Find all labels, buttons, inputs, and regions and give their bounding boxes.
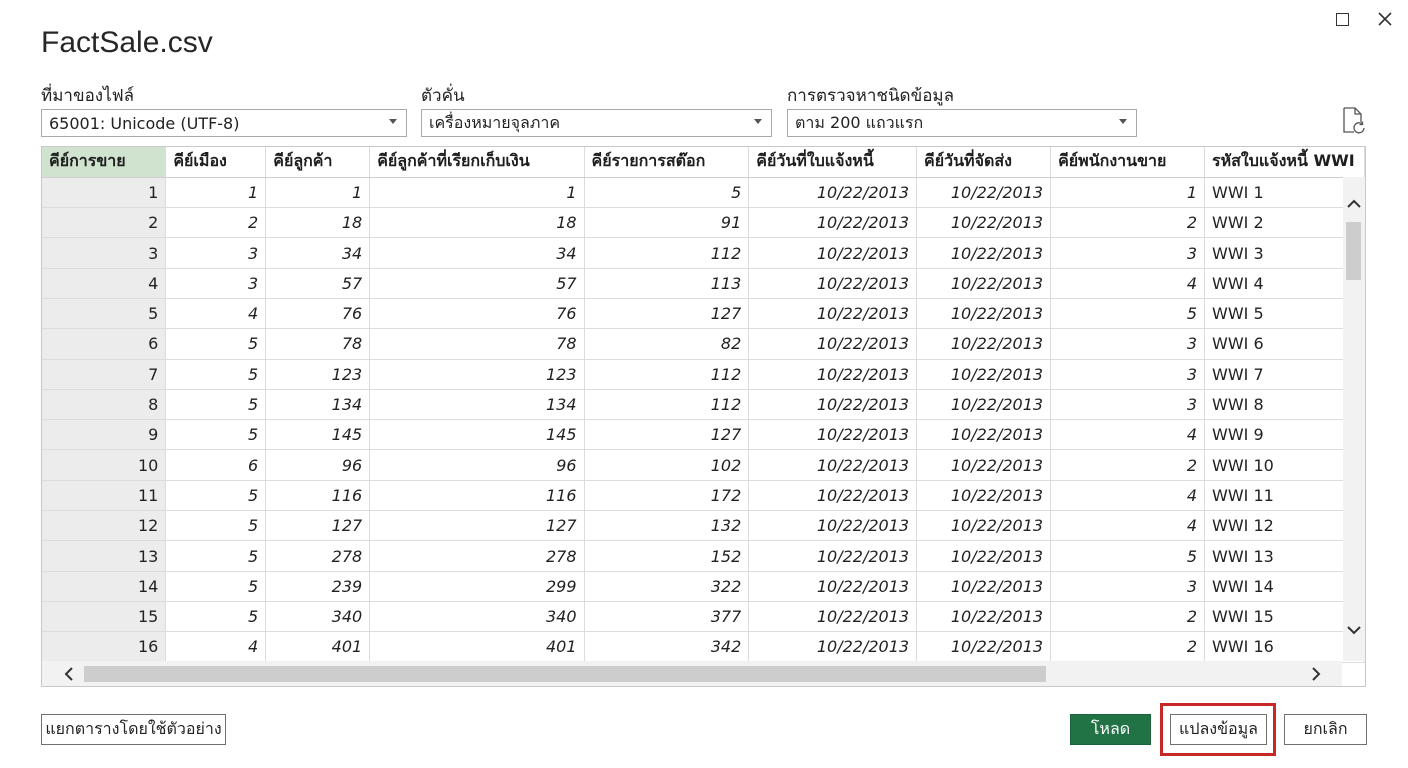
table-cell: 322 (584, 571, 749, 601)
table-cell: 10/22/2013 (749, 480, 917, 510)
table-cell: 10/22/2013 (749, 208, 917, 238)
table-row (42, 632, 1365, 662)
table-cell: 10/22/2013 (749, 238, 917, 268)
table-cell: 3 (1051, 238, 1205, 268)
chevron-up-icon[interactable] (1345, 195, 1363, 213)
table-cell: 127 (584, 298, 749, 328)
table-cell: 10/22/2013 (917, 601, 1051, 631)
table-cell: 10/22/2013 (917, 541, 1051, 571)
table-cell: 4 (1051, 420, 1205, 450)
close-button[interactable] (1372, 6, 1398, 32)
table-cell: 10/22/2013 (917, 420, 1051, 450)
table-cell: 278 (266, 541, 370, 571)
maximize-icon (1336, 13, 1349, 26)
table-cell: 10/22/2013 (749, 268, 917, 298)
table-cell: 5 (42, 298, 166, 328)
table-cell: 5 (1051, 298, 1205, 328)
table-row (42, 268, 1365, 298)
data-preview-grid[interactable] (41, 146, 1366, 687)
table-cell: 5 (166, 571, 266, 601)
table-cell: 4 (166, 298, 266, 328)
chevron-left-icon[interactable] (60, 665, 78, 683)
delimiter-select[interactable] (421, 109, 772, 137)
table-cell: 2 (1051, 632, 1205, 662)
table-row (42, 450, 1365, 480)
table-cell: 78 (370, 329, 584, 359)
table-cell: 10/22/2013 (917, 298, 1051, 328)
table-cell: 10/22/2013 (917, 359, 1051, 389)
table-cell: 9 (42, 420, 166, 450)
table-cell: 6 (166, 450, 266, 480)
chevron-down-icon (754, 119, 762, 124)
table-cell: 10/22/2013 (749, 541, 917, 571)
table-cell: 152 (584, 541, 749, 571)
table-cell: 18 (370, 208, 584, 238)
table-cell: WWI 1 (1205, 177, 1365, 207)
table-cell: WWI 11 (1205, 480, 1365, 510)
table-cell: 116 (370, 480, 584, 510)
table-cell: WWI 4 (1205, 268, 1365, 298)
table-cell: 239 (266, 571, 370, 601)
table-cell: 57 (370, 268, 584, 298)
table-cell: 2 (1051, 601, 1205, 631)
table-cell: 3 (166, 268, 266, 298)
table-cell: 3 (42, 238, 166, 268)
table-cell: 5 (166, 420, 266, 450)
table-cell: 76 (266, 298, 370, 328)
chevron-right-icon[interactable] (1307, 665, 1325, 683)
table-cell: 10/22/2013 (749, 571, 917, 601)
table-cell: 127 (370, 511, 584, 541)
table-cell: WWI 12 (1205, 511, 1365, 541)
dialog-title: FactSale.csv (41, 26, 213, 59)
table-row (42, 359, 1365, 389)
table-cell: 5 (166, 601, 266, 631)
table-row (42, 389, 1365, 419)
table-cell: 10/22/2013 (749, 511, 917, 541)
table-cell: 342 (584, 632, 749, 662)
table-cell: 2 (1051, 208, 1205, 238)
table-cell: WWI 3 (1205, 238, 1365, 268)
table-row (42, 420, 1365, 450)
table-row (42, 541, 1365, 571)
table-cell: 10/22/2013 (917, 480, 1051, 510)
table-cell: 96 (370, 450, 584, 480)
table-cell: WWI 16 (1205, 632, 1365, 662)
table-row (42, 571, 1365, 601)
table-row (42, 177, 1365, 207)
column-header[interactable]: คีย์วันที่จัดส่ง (917, 147, 1051, 177)
table-cell: WWI 7 (1205, 359, 1365, 389)
table-cell: WWI 2 (1205, 208, 1365, 238)
table-cell: 134 (370, 389, 584, 419)
table-cell: 112 (584, 238, 749, 268)
file-origin-select[interactable] (41, 109, 407, 137)
table-cell: 15 (42, 601, 166, 631)
table-row (42, 238, 1365, 268)
close-icon (1378, 12, 1392, 26)
horizontal-scrollbar[interactable] (42, 661, 1342, 686)
table-cell: 113 (584, 268, 749, 298)
table-cell: 1 (166, 177, 266, 207)
table-cell: 4 (42, 268, 166, 298)
table-cell: 10/22/2013 (749, 450, 917, 480)
data-table (42, 147, 1365, 663)
column-header[interactable]: รหัสใบแจ้งหนี้ WWI (1205, 147, 1365, 177)
table-cell: 10/22/2013 (917, 268, 1051, 298)
table-cell: 145 (370, 420, 584, 450)
table-cell: 34 (370, 238, 584, 268)
table-cell: WWI 10 (1205, 450, 1365, 480)
table-cell: 4 (1051, 268, 1205, 298)
cancel-button[interactable]: ยกเลิก (1284, 714, 1367, 745)
chevron-down-icon (1119, 119, 1127, 124)
table-cell: 10/22/2013 (917, 389, 1051, 419)
table-cell: 112 (584, 389, 749, 419)
table-cell: 1 (42, 177, 166, 207)
table-cell: 13 (42, 541, 166, 571)
table-cell: 34 (266, 238, 370, 268)
file-origin-label: ที่มาของไฟล์ (41, 86, 135, 106)
table-cell: 2 (1051, 450, 1205, 480)
table-cell: 76 (370, 298, 584, 328)
table-cell: 5 (1051, 541, 1205, 571)
table-cell: 8 (42, 389, 166, 419)
chevron-down-icon[interactable] (1345, 621, 1363, 639)
data-type-detection-label: การตรวจหาชนิดข้อมูล (787, 86, 955, 106)
table-cell: WWI 6 (1205, 329, 1365, 359)
table-cell: 10/22/2013 (749, 298, 917, 328)
data-type-detection-select[interactable] (787, 109, 1137, 137)
table-cell: 10/22/2013 (749, 329, 917, 359)
table-cell: 5 (166, 389, 266, 419)
table-cell: 2 (166, 208, 266, 238)
table-cell: 3 (1051, 359, 1205, 389)
table-cell: 11 (42, 480, 166, 510)
table-cell: 10/22/2013 (917, 238, 1051, 268)
delimiter-value: เครื่องหมายจุลภาค (429, 112, 561, 132)
table-cell: 278 (370, 541, 584, 571)
table-cell: 10/22/2013 (917, 571, 1051, 601)
table-cell: 4 (166, 632, 266, 662)
table-cell: 340 (266, 601, 370, 631)
load-button[interactable]: โหลด (1070, 714, 1151, 745)
table-cell: 4 (1051, 511, 1205, 541)
refresh-document-icon[interactable] (1339, 106, 1367, 136)
table-cell: 10/22/2013 (749, 177, 917, 207)
table-cell: 10/22/2013 (917, 511, 1051, 541)
table-cell: 401 (266, 632, 370, 662)
table-cell: 18 (266, 208, 370, 238)
table-cell: WWI 14 (1205, 571, 1365, 601)
table-cell: 5 (166, 480, 266, 510)
table-cell: 299 (370, 571, 584, 601)
maximize-button[interactable] (1329, 6, 1355, 32)
table-cell: 401 (370, 632, 584, 662)
column-header[interactable]: คีย์เมือง (166, 147, 266, 177)
table-cell: 112 (584, 359, 749, 389)
table-cell: 5 (166, 511, 266, 541)
transform-data-button[interactable]: แปลงข้อมูล (1170, 714, 1267, 745)
table-cell: 12 (42, 511, 166, 541)
delimiter-label: ตัวคั่น (421, 86, 465, 106)
table-cell: 3 (1051, 389, 1205, 419)
table-cell: 1 (370, 177, 584, 207)
table-cell: 3 (166, 238, 266, 268)
table-cell: 10/22/2013 (917, 450, 1051, 480)
table-cell: 5 (166, 359, 266, 389)
table-cell: 10/22/2013 (917, 329, 1051, 359)
table-cell: 172 (584, 480, 749, 510)
table-cell: 377 (584, 601, 749, 631)
column-header[interactable]: คีย์วันที่ใบแจ้งหนี้ (749, 147, 917, 177)
data-type-detection-value: ตาม 200 แถวแรก (795, 112, 924, 132)
table-cell: 7 (42, 359, 166, 389)
table-cell: 91 (584, 208, 749, 238)
table-cell: 123 (266, 359, 370, 389)
column-header[interactable]: คีย์การขาย (42, 147, 166, 177)
table-cell: 5 (166, 541, 266, 571)
table-cell: 340 (370, 601, 584, 631)
column-header[interactable]: คีย์รายการสต๊อก (584, 147, 749, 177)
table-cell: 10/22/2013 (749, 420, 917, 450)
table-cell: 123 (370, 359, 584, 389)
column-header[interactable]: คีย์ลูกค้าที่เรียกเก็บเงิน (370, 147, 584, 177)
column-header[interactable]: คีย์ลูกค้า (266, 147, 370, 177)
table-cell: WWI 13 (1205, 541, 1365, 571)
table-cell: 1 (266, 177, 370, 207)
table-cell: 1 (1051, 177, 1205, 207)
vertical-scroll-thumb[interactable] (1346, 222, 1361, 280)
table-cell: WWI 9 (1205, 420, 1365, 450)
table-cell: 16 (42, 632, 166, 662)
table-row (42, 601, 1365, 631)
table-cell: 10 (42, 450, 166, 480)
table-cell: WWI 5 (1205, 298, 1365, 328)
table-cell: 10/22/2013 (749, 601, 917, 631)
table-cell: 10/22/2013 (917, 632, 1051, 662)
table-row (42, 298, 1365, 328)
horizontal-scroll-thumb[interactable] (84, 666, 1046, 682)
header-row (42, 147, 1365, 177)
table-cell: 10/22/2013 (917, 177, 1051, 207)
table-row (42, 480, 1365, 510)
table-cell: 10/22/2013 (917, 208, 1051, 238)
table-row (42, 329, 1365, 359)
table-cell: 145 (266, 420, 370, 450)
table-cell: 102 (584, 450, 749, 480)
column-header[interactable]: คีย์พนักงานขาย (1051, 147, 1205, 177)
table-cell: WWI 15 (1205, 601, 1365, 631)
table-cell: 3 (1051, 329, 1205, 359)
table-cell: 82 (584, 329, 749, 359)
table-cell: 127 (266, 511, 370, 541)
file-origin-value: 65001: Unicode (UTF-8) (49, 113, 240, 133)
table-cell: 57 (266, 268, 370, 298)
table-cell: 134 (266, 389, 370, 419)
extract-table-by-example-button[interactable]: แยกตารางโดยใช้ตัวอย่าง (41, 714, 226, 745)
table-cell: 2 (42, 208, 166, 238)
table-cell: 10/22/2013 (749, 632, 917, 662)
vertical-scrollbar[interactable] (1343, 177, 1365, 661)
table-cell: 14 (42, 571, 166, 601)
table-cell: 96 (266, 450, 370, 480)
table-cell: 10/22/2013 (749, 359, 917, 389)
table-cell: 78 (266, 329, 370, 359)
table-cell: 3 (1051, 571, 1205, 601)
chevron-down-icon (389, 119, 397, 124)
table-cell: 10/22/2013 (749, 389, 917, 419)
table-cell: 132 (584, 511, 749, 541)
table-row (42, 208, 1365, 238)
table-cell: WWI 8 (1205, 389, 1365, 419)
table-cell: 4 (1051, 480, 1205, 510)
table-cell: 116 (266, 480, 370, 510)
table-cell: 127 (584, 420, 749, 450)
table-cell: 6 (42, 329, 166, 359)
table-row (42, 511, 1365, 541)
table-cell: 5 (584, 177, 749, 207)
table-cell: 5 (166, 329, 266, 359)
